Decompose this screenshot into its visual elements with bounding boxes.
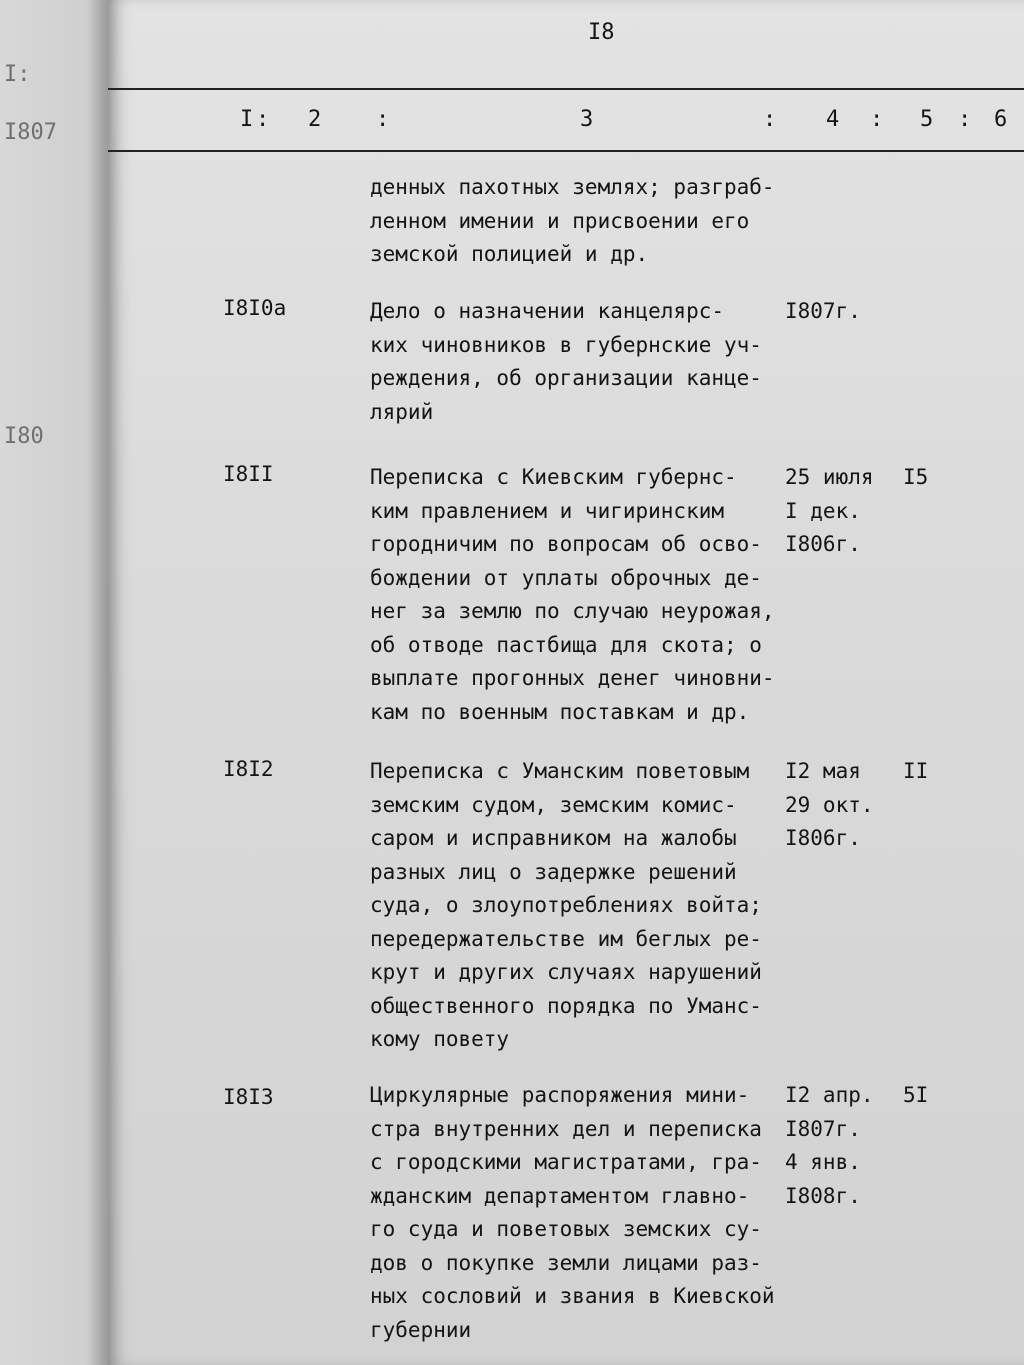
description-line: суда, о злоупотреблениях войта; (370, 893, 762, 917)
entry-dates (785, 295, 900, 329)
table-header-bottom-rule (108, 150, 1024, 152)
description-line: общественного порядка по Уманс- (370, 993, 762, 1018)
description-line: лярий (370, 399, 434, 424)
column-number-2: 2 (308, 107, 322, 132)
entry-dates (785, 755, 900, 856)
date-line: I808г. (785, 1183, 861, 1208)
column-separator: : (256, 107, 270, 132)
entry-number: I8I2 (223, 757, 274, 781)
description-line: земской полицией и др. (370, 242, 649, 266)
column-number-6: 6 (994, 107, 1008, 132)
facing-page-mark: I807 (4, 120, 57, 145)
description-line: земским судом, земским комис- (370, 792, 737, 817)
description-line: крут и других случаях нарушений (370, 960, 762, 984)
date-line: I807г. (785, 299, 861, 323)
column-number-5: 5 (920, 107, 934, 132)
date-line: I806г. (785, 826, 861, 850)
description-line: ных сословий и звания в Киевской (370, 1284, 775, 1308)
description-line: го суда и поветовых земских су- (370, 1217, 762, 1241)
entry-number: I8I0а (223, 296, 287, 320)
description-line: бождении от уплаты оброчных де- (370, 565, 762, 590)
description-line: кам по военным поставкам и др. (370, 699, 750, 724)
facing-page-mark: I80 (4, 424, 44, 449)
entry-dates (785, 461, 900, 562)
entry-description (370, 461, 800, 729)
date-line: 25 июля (785, 465, 874, 489)
description-line: выплате прогонных денег чиновни- (370, 666, 775, 690)
entry-number: I8I3 (223, 1085, 274, 1109)
entry-sheet-count: 5I (903, 1083, 929, 1107)
description-line: Циркулярные распоряжения мини- (370, 1083, 750, 1107)
description-line: передержательстве им беглых ре- (370, 926, 762, 951)
entry-number: I8II (223, 462, 274, 486)
description-line: разных лиц о задержке решений (370, 859, 737, 884)
description-line: стра внутренних дел и переписка (370, 1116, 762, 1141)
column-number-3: 3 (580, 107, 594, 132)
description-line: ленном имении и присвоении его (370, 208, 750, 233)
column-separator: : (958, 107, 972, 132)
description-line: с городскими магистратами, гра- (370, 1150, 762, 1174)
description-line: саром и исправником на жалобы (370, 826, 737, 850)
description-line: городничим по вопросам об осво- (370, 532, 762, 556)
description-line: Дело о назначении канцелярс- (370, 299, 725, 323)
date-line: I дек. (785, 498, 861, 523)
document-page (108, 0, 1024, 1365)
date-line: I2 апр. (785, 1083, 874, 1107)
table-header-top-rule (108, 88, 1024, 90)
column-separator: : (763, 107, 777, 132)
date-line: 4 янв. (785, 1150, 861, 1174)
description-line: Переписка с Киевским губернс- (370, 465, 737, 489)
description-line: нег за землю по случаю неурожая, (370, 599, 775, 623)
entry-description (370, 171, 800, 272)
description-line: ких чиновников в губернские уч- (370, 332, 762, 357)
facing-page-mark: I: (4, 62, 31, 87)
entry-description (370, 755, 800, 1057)
date-line: I2 мая (785, 759, 861, 783)
column-separator: : (376, 107, 390, 132)
facing-page-edge (0, 0, 108, 1365)
entry-description (370, 295, 800, 429)
entry-sheet-count: II (903, 759, 929, 783)
description-line: денных пахотных землях; разграб- (370, 175, 775, 199)
date-line: I806г. (785, 532, 861, 556)
description-line: губернии (370, 1317, 472, 1342)
description-line: Переписка с Уманским поветовым (370, 759, 750, 783)
description-line: кому повету (370, 1027, 510, 1051)
date-line: 29 окт. (785, 792, 874, 817)
description-line: об отводе пастбища для скота; о (370, 632, 762, 657)
column-number-1: I (240, 107, 254, 132)
description-line: реждения, об организации канце- (370, 366, 762, 390)
description-line: ким правлением и чигиринским (370, 498, 725, 523)
column-separator: : (870, 107, 884, 132)
description-line: дов о покупке земли лицами раз- (370, 1250, 762, 1275)
date-line: I807г. (785, 1116, 861, 1141)
column-number-4: 4 (826, 107, 840, 132)
description-line: жданским департаментом главно- (370, 1183, 750, 1208)
entry-description (370, 1079, 800, 1347)
page-number: I8 (588, 20, 615, 45)
entry-dates (785, 1079, 900, 1213)
entry-sheet-count: I5 (903, 465, 929, 489)
